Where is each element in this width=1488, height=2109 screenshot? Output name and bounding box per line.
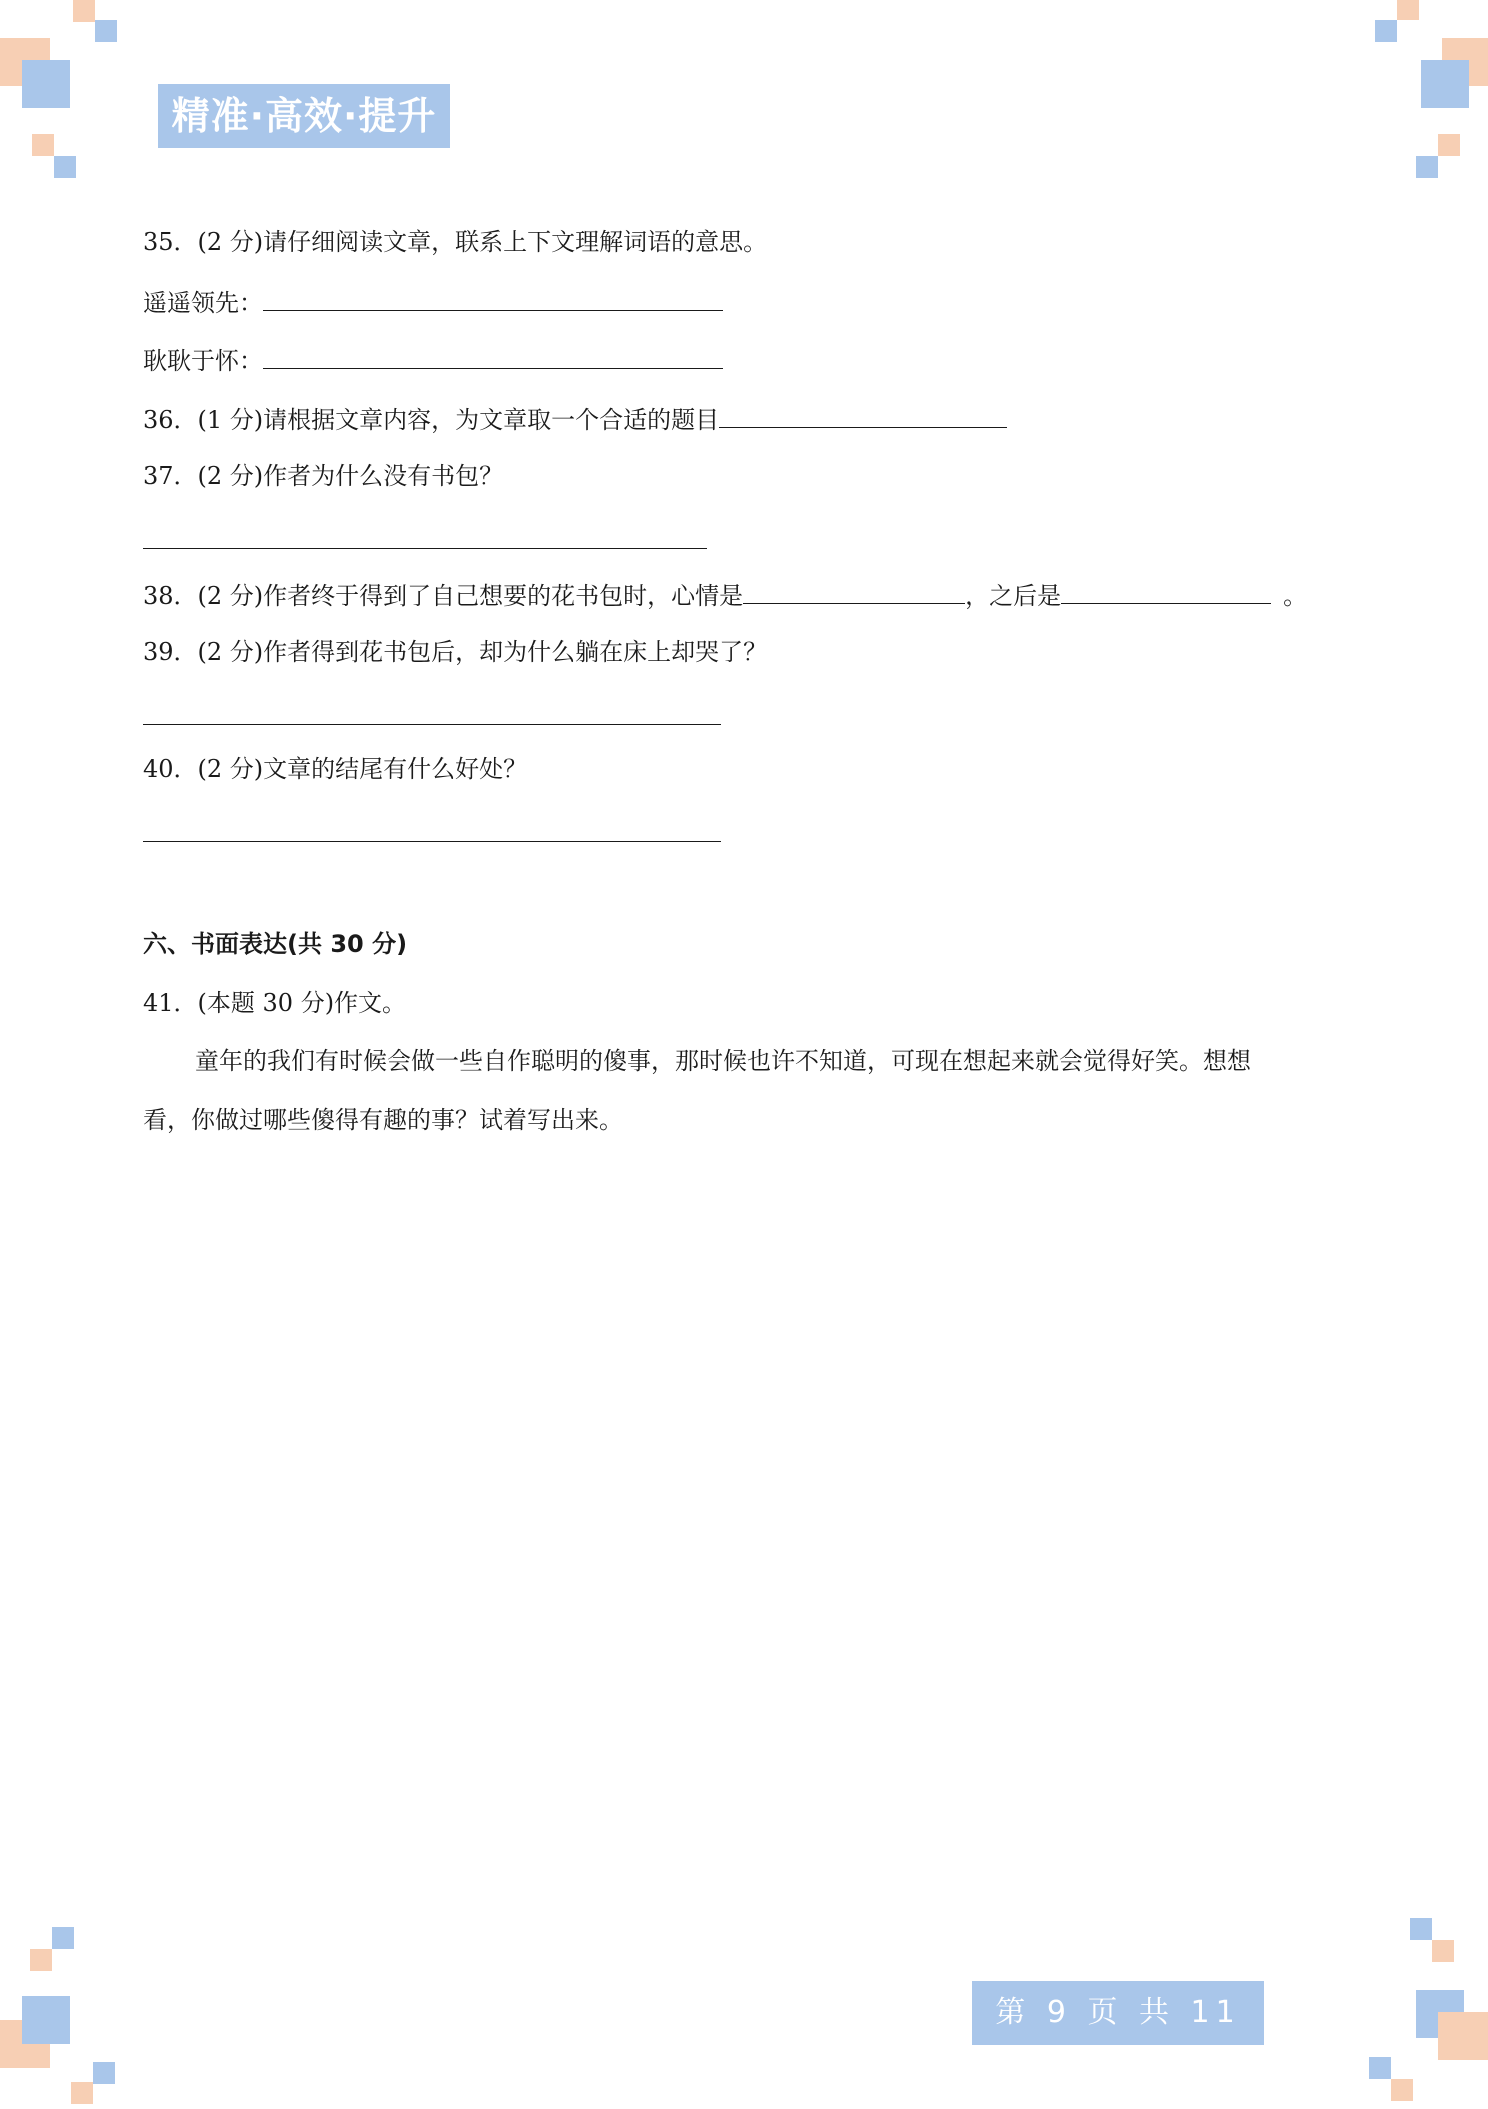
answer-blank[interactable] [719,403,1007,428]
answer-line[interactable] [143,841,721,842]
question-40-prompt: 40．(2 分)文章的结尾有什么好处？ [143,755,528,783]
question-40 [143,754,527,784]
question-41-prompt: 41．(本题 30 分)作文。 [143,989,407,1017]
decor-square [1416,156,1438,178]
question-38 [143,579,1307,611]
decor-square [1375,20,1397,42]
decor-square [95,20,117,42]
question-36 [143,403,1007,435]
decor-square [30,1949,52,1971]
page-number-badge: 第 9 页 共 11 页 [972,1981,1264,2045]
answer-blank[interactable] [743,579,965,604]
term-label: 遥遥领先： [143,289,263,317]
question-35-term-1 [143,286,723,318]
question-35-prompt: 35．(2 分)请仔细阅读文章，联系上下文理解词语的意思。 [143,228,768,256]
decor-square [1438,2012,1488,2060]
question-41-body-line-2: 看，你做过哪些傻得有趣的事？试着写出来。 [143,1106,623,1134]
section-title: 六、书面表达(共 30 分) [143,930,408,958]
decor-square [1421,60,1469,108]
question-41-body-line-1: 童年的我们有时候会做一些自作聪明的傻事，那时候也许不知道，可现在想起来就会觉得好笑。想想 [195,1047,1251,1075]
decor-square [54,156,76,178]
decor-square [22,60,70,108]
question-39 [143,637,767,667]
answer-blank[interactable] [1061,579,1271,604]
question-35-term-2 [143,344,723,376]
decor-square [32,134,54,156]
header-badge: 精准·高效·提升 [158,84,450,148]
answer-blank[interactable] [263,286,723,311]
answer-line[interactable] [143,724,721,725]
decor-square [1438,134,1460,156]
question-38-prompt-a: 38．(2 分)作者终于得到了自己想要的花书包时，心情是 [143,582,744,610]
question-37-prompt: 37．(2 分)作者为什么没有书包？ [143,462,504,490]
decor-square [73,0,95,22]
answer-blank[interactable] [263,344,723,369]
decor-square [52,1927,74,1949]
decor-square [71,2082,93,2104]
question-35 [143,227,767,257]
decor-square [1391,2079,1413,2101]
term-label: 耿耿于怀： [143,347,263,375]
question-38-prompt-end: 。 [1283,582,1308,610]
question-37 [143,461,503,491]
question-36-prompt: 36．(1 分)请根据文章内容，为文章取一个合适的题目 [143,406,720,434]
decor-square [22,1996,70,2044]
question-38-prompt-b: ，之后是 [965,582,1062,610]
decor-square [1397,0,1419,20]
decor-square [93,2062,115,2084]
question-41 [143,988,406,1018]
decor-square [1432,1940,1454,1962]
question-39-prompt: 39．(2 分)作者得到花书包后，却为什么躺在床上却哭了？ [143,638,768,666]
answer-line[interactable] [143,548,707,549]
decor-square [1410,1918,1432,1940]
decor-square [1369,2057,1391,2079]
